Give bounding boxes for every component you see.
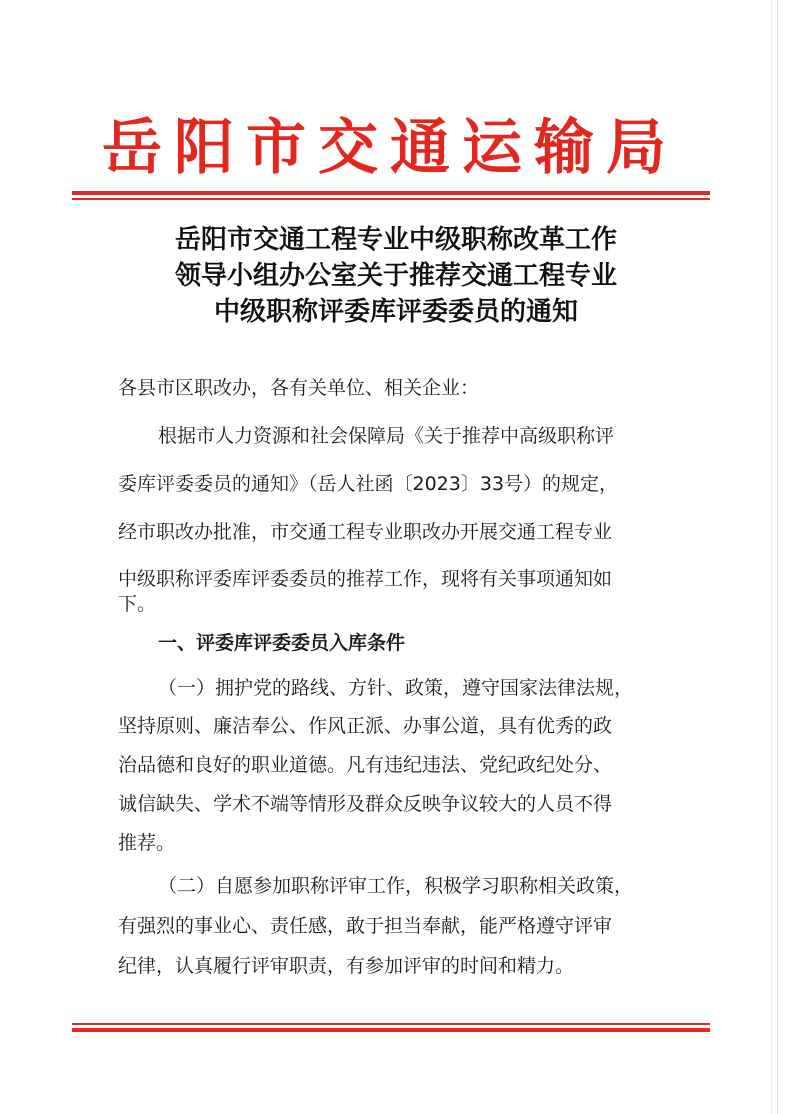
footer-red-rule-thin	[72, 1023, 710, 1025]
intro-line: 经市职改办批准，市交通工程专业职改办开展交通工程专业	[118, 521, 613, 543]
section-heading: 一、评委库评委委员入库条件	[158, 632, 406, 654]
intro-line: 委库评委委员的通知》（岳人社函〔2023〕33号）的规定，	[118, 473, 619, 495]
title-line: 中级职称评委库评委委员的通知	[213, 297, 578, 327]
intro-line: 中级职称评委库评委委员的推荐工作，现将有关事项通知如	[118, 568, 613, 590]
salutation: 各县市区职改办，各有关单位、相关企业：	[118, 377, 480, 399]
item2-line: （二）自愿参加职称评审工作，积极学习职称相关政策，	[158, 875, 634, 897]
letterhead-org-name: 岳阳市交通运输局	[102, 113, 678, 183]
letterhead-red-rule-thin	[72, 198, 710, 200]
footer-red-rule	[72, 1028, 710, 1032]
item1-line: 推荐。	[118, 832, 176, 854]
letterhead-red-rule	[72, 191, 710, 195]
title-line: 岳阳市交通工程专业中级职称改革工作	[174, 225, 617, 255]
scan-edge-line-secondary	[771, 0, 772, 1114]
intro-line: 下。	[118, 593, 157, 615]
intro-line: 根据市人力资源和社会保障局《关于推荐中高级职称评	[158, 425, 615, 447]
document-title	[90, 222, 702, 330]
item1-line: 坚持原则、廉洁奉公、作风正派、办事公道，具有优秀的政	[118, 715, 613, 737]
item2-line: 纪律，认真履行评审职责，有参加评审的时间和精力。	[118, 955, 575, 977]
scan-edge-line	[777, 0, 778, 1114]
item1-line: （一）拥护党的路线、方针、政策，遵守国家法律法规，	[158, 677, 634, 699]
item2-line: 有强烈的事业心、责任感，敢于担当奉献，能严格遵守评审	[118, 915, 613, 937]
item1-line: 诚信缺失、学术不端等情形及群众反映争议较大的人员不得	[118, 793, 613, 815]
item1-line: 治品德和良好的职业道德。凡有违纪违法、党纪政纪处分、	[118, 754, 613, 776]
title-line: 领导小组办公室关于推荐交通工程专业	[174, 261, 617, 291]
